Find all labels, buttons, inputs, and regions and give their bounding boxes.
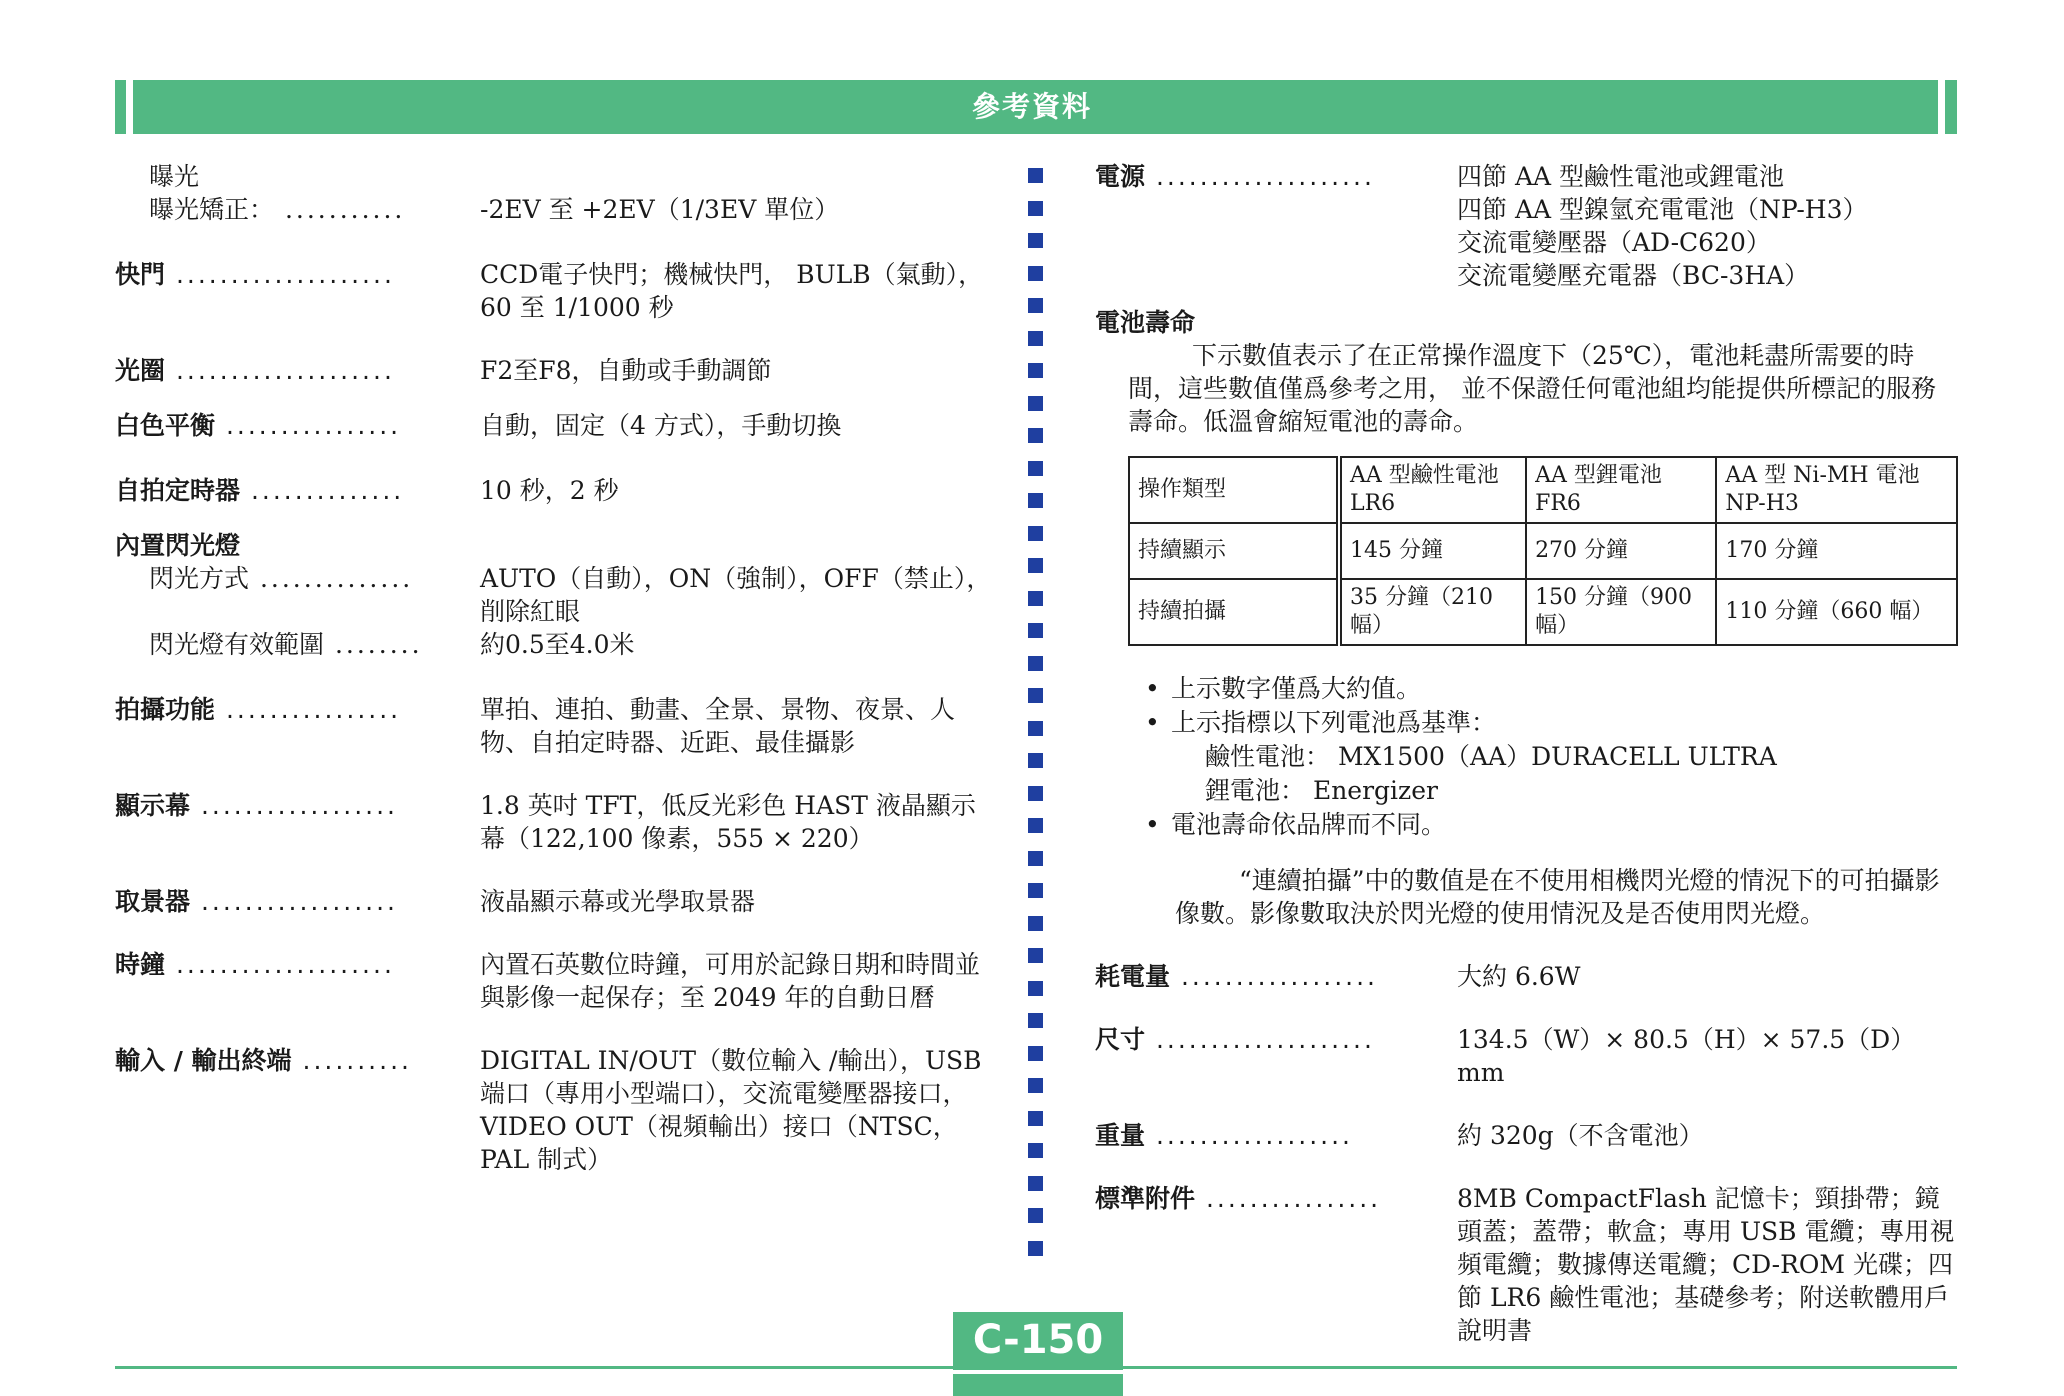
right-column <box>1095 160 1955 1347</box>
spec-label: 快門 <box>115 260 166 289</box>
spec-value: 液晶顯示幕或光學取景器 <box>480 887 756 916</box>
spec-flash-range: 閃光燈有效範圍 ........ 約0.5至4.0米 <box>115 628 995 661</box>
spec-consumption: 耗電量 .................. 大約 6.6W <box>1095 960 1955 993</box>
spec-label: 白色平衡 <box>115 411 216 440</box>
page-number-label: C-150 <box>953 1312 1123 1374</box>
spec-label: 拍攝功能 <box>115 695 216 724</box>
spec-label: 顯示幕 <box>115 791 191 820</box>
spec-aperture: 光圈 .................... F2至F8，自動或手動調節 <box>115 354 995 387</box>
spec-monitor: 顯示幕 .................. 1.8 英吋 TFT，低反光彩色 HAST 液晶顯示幕（122,100 像素，555 × 220） <box>115 789 995 855</box>
spec-value: DIGITAL IN/OUT（數位輸入 /輸出），USB 端口（專用小型端口），交流電變壓器接口，VIDEO OUT（視頻輸出）接口（NTSC，PAL 制式） <box>480 1046 982 1174</box>
spec-value: F2至F8，自動或手動調節 <box>480 356 772 385</box>
spec-value: 大約 6.6W <box>1457 962 1581 991</box>
spec-label: 輸入 / 輸出終端 <box>115 1046 292 1075</box>
spec-io: 輸入 / 輸出終端 .......... DIGITAL IN/OUT（數位輸入 /輸出），USB 端口（專用小型端口），交流電變壓器接口，VIDEO OUT（視頻輸出）接口（NTSC，PAL 制式） <box>115 1044 995 1176</box>
spec-value: 134.5（W）× 80.5（H）× 57.5（D）mm <box>1457 1025 1916 1087</box>
spec-value: 10 秒，2 秒 <box>480 476 619 505</box>
spec-value: 內置石英數位時鐘，可用於記錄日期和時間並與影像一起保存；至 2049 年的自動日曆 <box>480 950 981 1012</box>
spec-label: 耗電量 <box>1095 962 1171 991</box>
spec-label: 曝光矯正： <box>149 195 275 224</box>
spec-label: 時鐘 <box>115 950 166 979</box>
note-alkaline: 鹼性電池： MX1500（AA）DURACELL ULTRA <box>1205 742 1777 771</box>
spec-value: 自動，固定（4 方式），手動切換 <box>480 411 842 440</box>
table-header-row <box>1129 457 1957 523</box>
table-row <box>1129 579 1957 645</box>
spec-value: AUTO（自動），ON（強制），OFF（禁止），削除紅眼 <box>480 564 992 626</box>
power-line: 四節 AA 型鎳氫充電電池（NP-H3） <box>1457 195 1868 224</box>
table-cell: 145 分鐘 <box>1339 523 1526 579</box>
battery-life-heading: 電池壽命 <box>1095 308 1196 337</box>
column-divider <box>1028 168 1044 1288</box>
note-item: • 上示數字僅爲大約值。 <box>1145 672 1955 706</box>
spec-shutter: 快門 .................... CCD電子快門；機械快門， BULB（氣動），60 至 1/1000 秒 <box>115 258 995 324</box>
spec-weight: 重量 .................. 約 320g（不含電池） <box>1095 1119 1955 1152</box>
spec-label: 標準附件 <box>1095 1184 1196 1213</box>
note-item: • 電池壽命依品牌而不同。 <box>1145 808 1955 842</box>
table-header-cell: 操作類型 <box>1129 457 1339 523</box>
spec-value <box>1457 160 1955 292</box>
table-header-cell: AA 型鹼性電池 LR6 <box>1339 457 1526 523</box>
spec-label: 取景器 <box>115 887 191 916</box>
spec-flash-mode: 閃光方式 .............. AUTO（自動），ON（強制），OFF（禁止），削除紅眼 <box>115 562 995 628</box>
spec-value: -2EV 至 +2EV（1/3EV 單位） <box>480 195 840 224</box>
table-cell: 持續顯示 <box>1129 523 1339 579</box>
flash-heading: 內置閃光燈 <box>115 531 241 560</box>
table-cell: 35 分鐘（210 幅） <box>1339 579 1526 645</box>
page-title: 參考資料 <box>971 90 1092 123</box>
note-item: • 上示指標以下列電池爲基準： <box>1145 706 1955 740</box>
left-column <box>115 160 995 1176</box>
spec-value: 8MB CompactFlash 記憶卡；頸掛帶；鏡頭蓋；蓋帶；軟盒；專用 USB 電纜；專用視頻電纜；數據傳送電纜；CD-ROM 光碟；四節 LR6 鹼性電池；基礎參考；附送軟體用戶說明書 <box>1457 1184 1955 1345</box>
page-number <box>953 1312 1123 1396</box>
battery-table <box>1128 456 1958 646</box>
spec-label: 自拍定時器 <box>115 476 241 505</box>
table-header-cell: AA 型 Ni-MH 電池 NP-H3 <box>1716 457 1957 523</box>
table-cell: 170 分鐘 <box>1716 523 1957 579</box>
battery-notes <box>1145 672 1955 842</box>
spec-value: 1.8 英吋 TFT，低反光彩色 HAST 液晶顯示幕（122,100 像素，555 × 220） <box>480 791 976 853</box>
spec-viewfinder: 取景器 .................. 液晶顯示幕或光學取景器 <box>115 885 995 918</box>
table-cell: 110 分鐘（660 幅） <box>1716 579 1957 645</box>
spec-value: 約 320g（不含電池） <box>1457 1121 1704 1150</box>
spec-accessories: 標準附件 ................ 8MB CompactFlash 記憶卡；頸掛帶；鏡頭蓋；蓋帶；軟盒；專用 USB 電纜；專用視頻電纜；數據傳送電纜；CD-ROM 光碟；四節 LR6 鹼性電池；基礎參考；附送軟體用戶說明書 <box>1095 1184 1955 1345</box>
spec-label: 閃光燈有效範圍 <box>149 630 325 659</box>
power-line: 交流電變壓充電器（BC-3HA） <box>1457 261 1810 290</box>
power-line: 四節 AA 型鹼性電池或鋰電池 <box>1457 162 1785 191</box>
spec-label: 光圈 <box>115 356 166 385</box>
continuous-note: “連續拍攝”中的數值是在不使用相機閃光燈的情況下的可拍攝影像數。影像數取決於閃光燈的使用情況及是否使用閃光燈。 <box>1175 866 1940 928</box>
table-cell: 持續拍攝 <box>1129 579 1339 645</box>
table-header-cell: AA 型鋰電池 FR6 <box>1526 457 1716 523</box>
spec-shooting: 拍攝功能 ................ 單拍、連拍、動畫、全景、景物、夜景、人物、自拍定時器、近距、最佳攝影 <box>115 693 995 759</box>
spec-clock: 時鐘 .................... 內置石英數位時鐘，可用於記錄日期和時間並與影像一起保存；至 2049 年的自動日曆 <box>115 948 995 1014</box>
power-line: 交流電變壓器（AD-C620） <box>1457 228 1771 257</box>
exposure-heading: 曝光 <box>149 162 200 191</box>
spec-value: 單拍、連拍、動畫、全景、景物、夜景、人物、自拍定時器、近距、最佳攝影 <box>480 695 956 757</box>
spec-self-timer: 自拍定時器 .............. 10 秒，2 秒 <box>115 474 995 507</box>
table-row <box>1129 523 1957 579</box>
table-cell: 270 分鐘 <box>1526 523 1716 579</box>
spec-exposure-comp: 曝光矯正： ........... -2EV 至 +2EV（1/3EV 單位） <box>115 193 995 226</box>
spec-label: 閃光方式 <box>149 564 250 593</box>
spec-label: 重量 <box>1095 1121 1146 1150</box>
spec-label: 尺寸 <box>1095 1025 1146 1054</box>
battery-life-text: 下示數值表示了在正常操作溫度下（25℃），電池耗盡所需要的時間，這些數值僅爲參考之用， 並不保證任何電池組均能提供所標記的服務壽命。低溫會縮短電池的壽命。 <box>1128 341 1936 436</box>
spec-value: CCD電子快門；機械快門， BULB（氣動），60 至 1/1000 秒 <box>480 260 984 322</box>
spec-label: 電源 <box>1095 162 1146 191</box>
table-cell: 150 分鐘（900 幅） <box>1526 579 1716 645</box>
note-lithium: 鋰電池： Energizer <box>1205 776 1438 805</box>
spec-power: 電源 .................... 四節 AA 型鹼性電池或鋰電池 四節 AA 型鎳氫充電電池（NP-H3） 交流電變壓器（AD-C620） 交流電變壓充電器（BC-3HA） <box>1095 160 1955 292</box>
spec-value: 約0.5至4.0米 <box>480 630 635 659</box>
spec-white-balance: 白色平衡 ................ 自動，固定（4 方式），手動切換 <box>115 409 995 442</box>
spec-dimensions: 尺寸 .................... 134.5（W）× 80.5（H）× 57.5（D）mm <box>1095 1023 1955 1089</box>
